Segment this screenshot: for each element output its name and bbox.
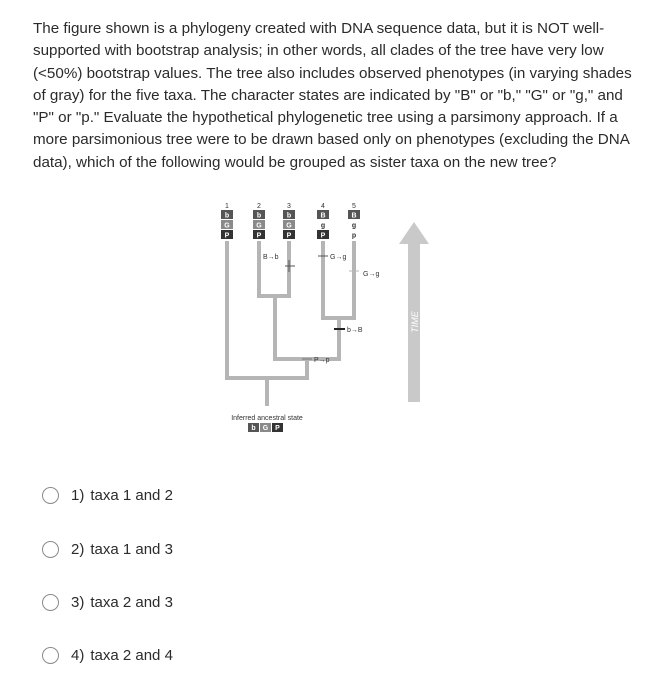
option-2-radio[interactable]	[42, 541, 59, 558]
option-1-number: 1)	[71, 487, 85, 504]
option-1-radio[interactable]	[42, 487, 59, 504]
option-3[interactable]	[42, 594, 173, 611]
taxon-number-5: 5	[352, 203, 356, 210]
taxon-5-state-p: p	[351, 232, 357, 240]
taxon-4-state-p: P	[320, 232, 326, 240]
taxon-number-3: 3	[287, 203, 291, 210]
change-label-G-to-g-2: G→g	[363, 271, 380, 278]
ancestral-state-b: b	[251, 425, 256, 432]
taxon-3-state-g: G	[286, 222, 292, 230]
change-label-b-to-B: b→B	[347, 327, 363, 334]
option-2-number: 2)	[71, 541, 85, 558]
change-label-B-to-b: B→b	[263, 254, 279, 261]
taxon-2-state-g: G	[256, 222, 262, 230]
time-arrow	[399, 222, 429, 402]
option-4-radio[interactable]	[42, 647, 59, 664]
taxon-2-state-b: b	[256, 212, 262, 220]
option-3-label: taxa 2 and 3	[90, 594, 173, 611]
option-2[interactable]	[42, 541, 173, 558]
taxon-4-state-B: B	[320, 212, 326, 220]
option-2-label: taxa 1 and 3	[90, 541, 173, 558]
ancestral-state-label: Inferred ancestral state	[231, 415, 303, 422]
question-text: The figure shown is a phylogeny created with DNA sequence data, but it is NOT well-supported with bootstrap analysis; in other words, all clades of the tree have very low (<50%) bootstrap values. The tree also includes observed phenotypes (in varying shades of gray) for the five taxa. The character states are indicated by "B" or "b," "G" or "g," and "P" or "p." Evaluate the hypothetical phylogenetic tree using a parsimony approach. If a more parsimonious tree were to be drawn based only on phenotypes (excluding the DNA data), which of the following would be grouped as sister taxa on the new tree?	[33, 20, 632, 171]
option-4[interactable]	[42, 647, 173, 664]
taxon-1-state-p: P	[224, 232, 230, 240]
time-arrow-icon	[399, 222, 429, 402]
change-label-P-to-p: P→p	[314, 357, 330, 364]
ancestral-state-P: P	[275, 425, 280, 432]
taxon-5-state-g: g	[351, 222, 357, 230]
taxon-1-state-b: b	[224, 212, 230, 220]
option-4-label: taxa 2 and 4	[90, 647, 173, 664]
taxon-3-state-p: P	[286, 232, 292, 240]
change-label-G-to-g-1: G→g	[330, 254, 347, 261]
option-3-radio[interactable]	[42, 594, 59, 611]
option-1-label: taxa 1 and 2	[90, 487, 173, 504]
taxon-2-state-p: P	[256, 232, 262, 240]
ancestral-state-G: G	[262, 425, 269, 432]
taxon-number-2: 2	[257, 203, 261, 210]
option-1[interactable]	[42, 487, 173, 504]
taxon-4-state-g: g	[320, 222, 326, 230]
taxon-5-state-B: B	[351, 212, 357, 220]
time-label: TIME	[410, 311, 420, 333]
taxon-3-state-b: b	[286, 212, 292, 220]
option-3-number: 3)	[71, 594, 85, 611]
taxon-number-4: 4	[321, 203, 325, 210]
option-4-number: 4)	[71, 647, 85, 664]
taxon-number-1: 1	[225, 203, 229, 210]
taxon-1-state-g: G	[224, 222, 230, 230]
